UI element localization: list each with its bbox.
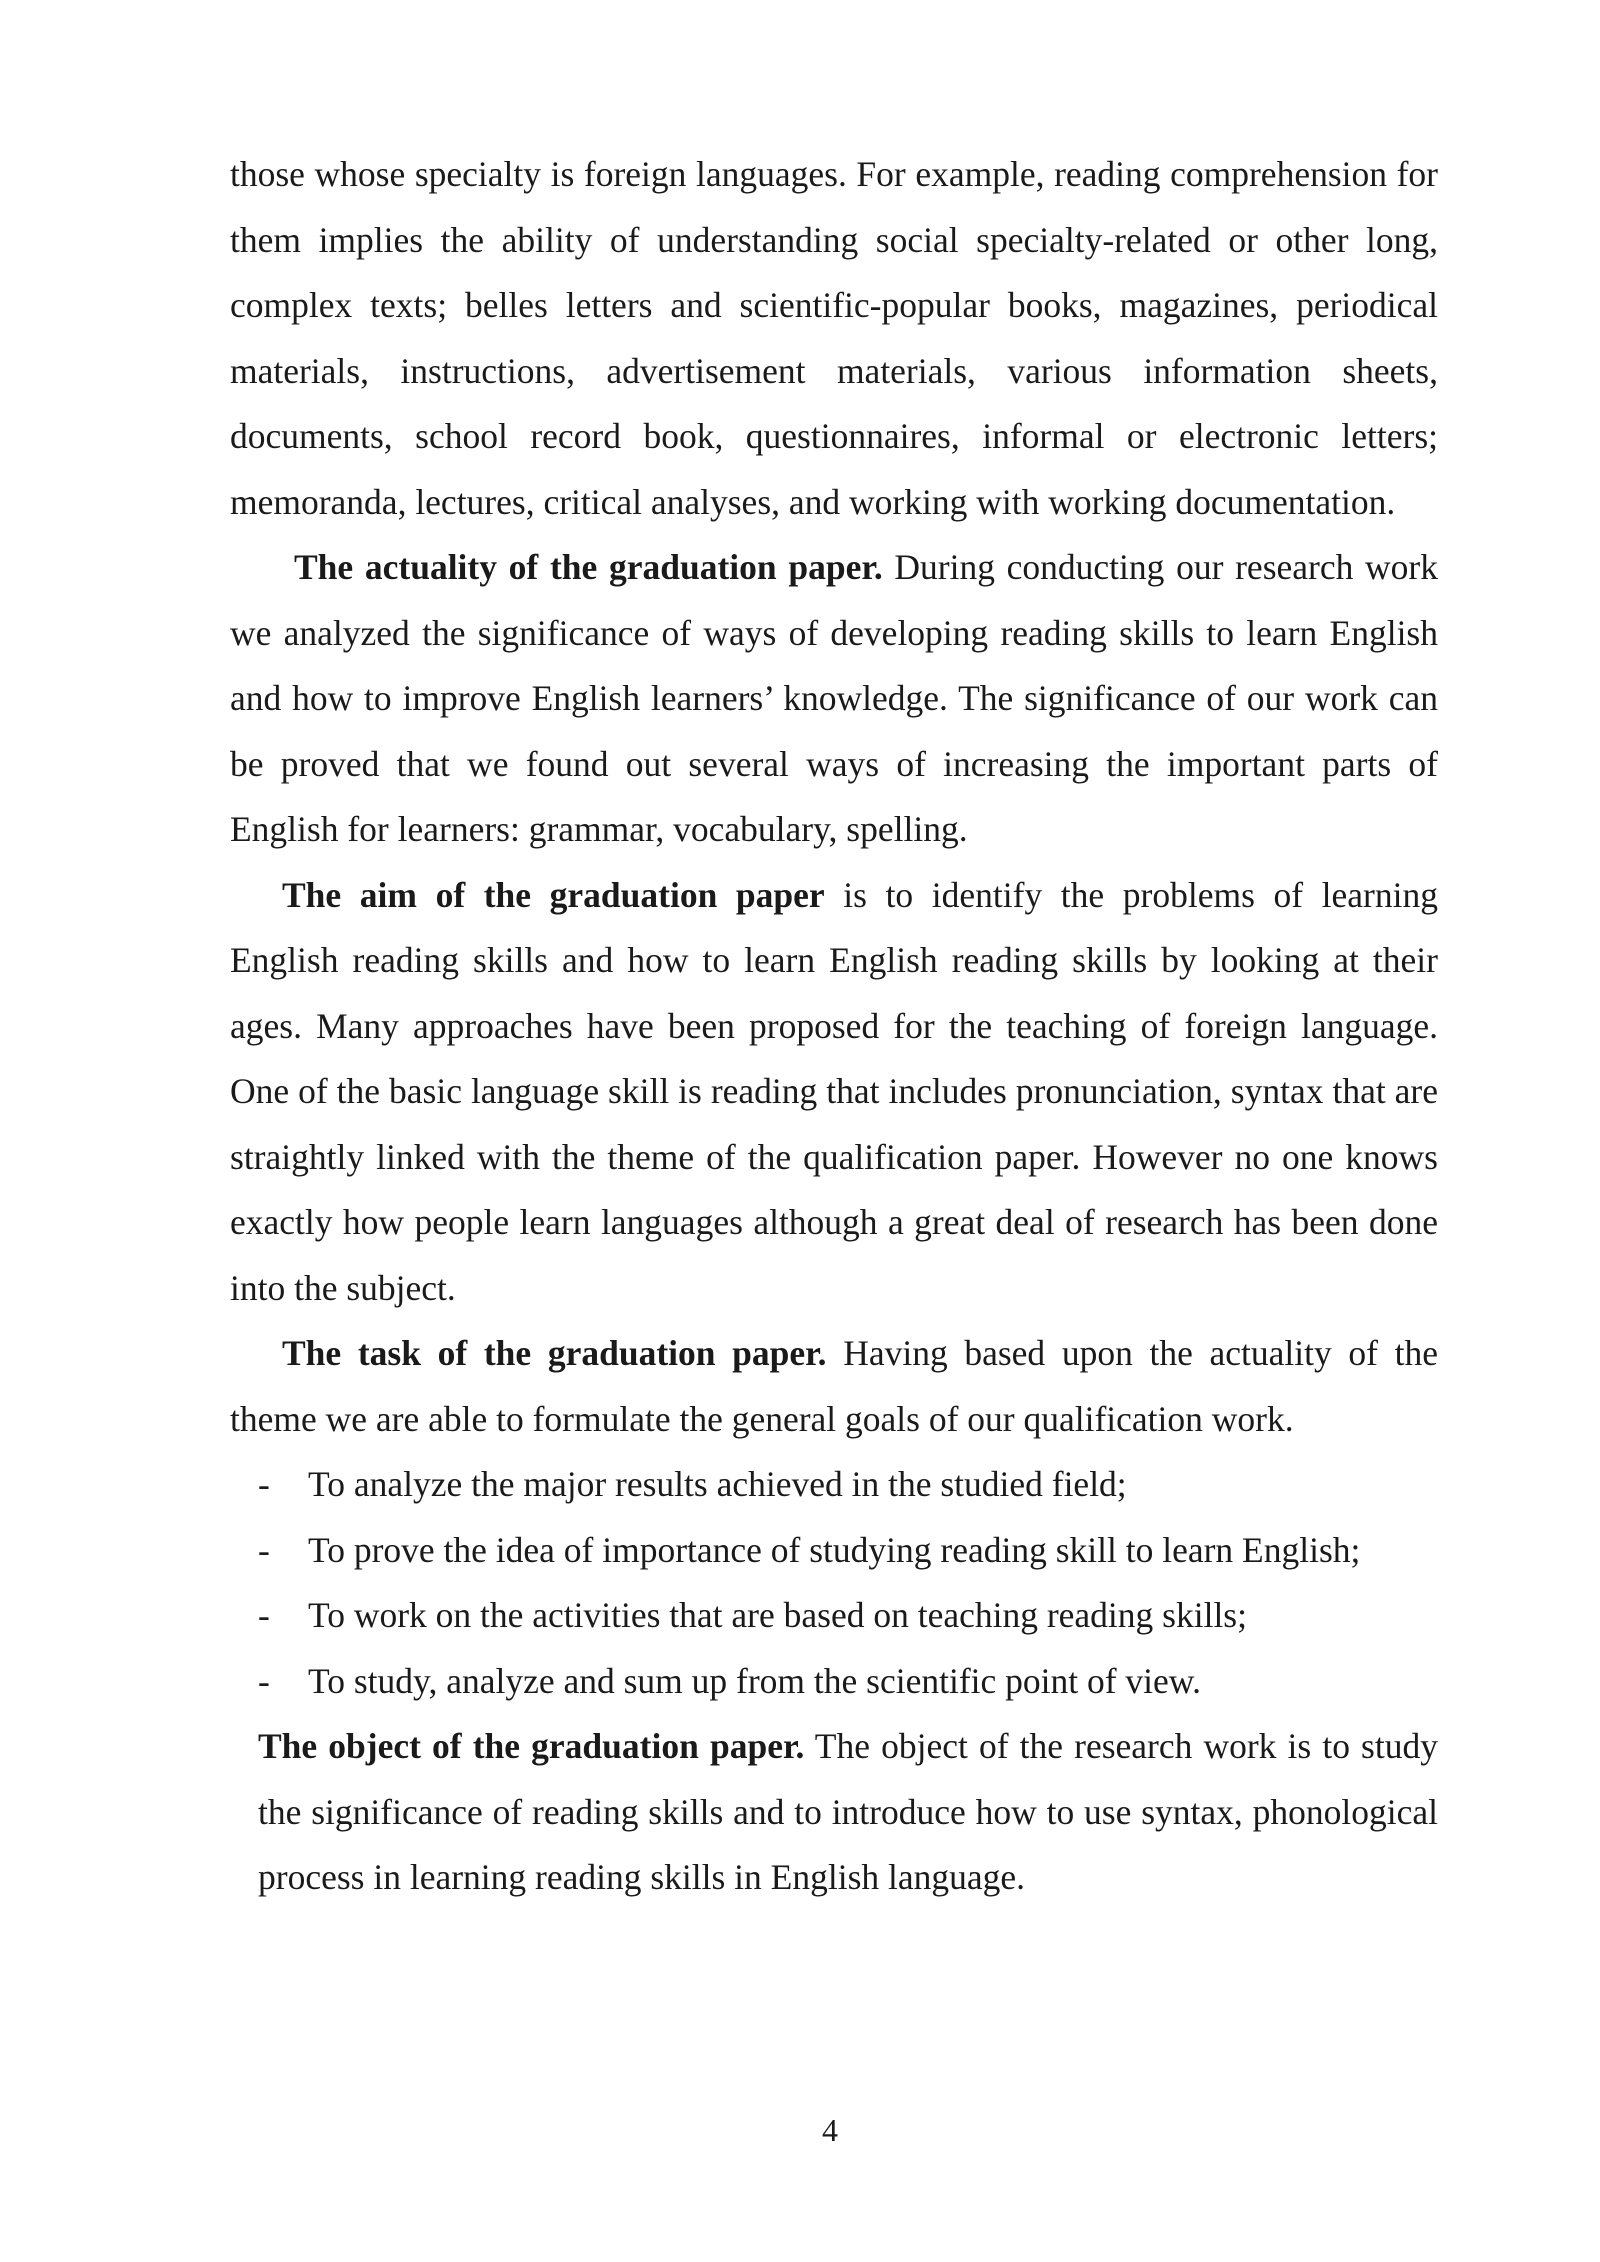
object-heading: The object of the graduation paper. [258,1726,805,1766]
task-paragraph [230,1321,1438,1452]
list-dash: - [258,1660,270,1701]
task-list [230,1452,1438,1714]
list-item-text: To analyze the major results achieved in the studied field; [308,1464,1127,1504]
list-item-text: To work on the activities that are based on teaching reading skills; [308,1595,1247,1635]
list-item [230,1518,1438,1584]
list-item [230,1583,1438,1649]
aim-heading: The aim of the graduation paper [282,874,825,915]
object-paragraph [258,1714,1438,1911]
list-item-text: To prove the idea of importance of studying reading skill to learn English; [308,1529,1361,1570]
continuation-paragraph: those whose specialty is foreign languages. For example, reading comprehension for them implies the ability of understanding social specialty-related or other long, complex texts; belles letters and scientific-popular books, magazines, periodical materials, instructions, advertisement materials, various information sheets, documents, school record book, questionnaires, informal or electronic letters; memoranda, lectures, critical analyses, and working with working documentation. [230,154,1438,522]
aim-paragraph [230,863,1438,1322]
task-heading: The task of the graduation paper. [282,1333,827,1373]
page-number: 4 [822,2112,838,2148]
task-text: Having based upon the actuality of the theme we are able to formulate the general goals of our qualification work. [230,1333,1438,1439]
list-dash: - [258,1464,270,1504]
actuality-text: During conducting our research work we analyzed the significance of ways of developing reading skills to learn English and how to improve English learners’ knowledge. The significance of our work can be proved that we found out several ways of increasing the important parts of English for learners: grammar, vocabulary, spelling. [230,547,1438,849]
body-text [230,142,1438,1911]
list-item-text: To study, analyze and sum up from the scientific point of view. [308,1660,1202,1701]
list-dash: - [258,1529,270,1570]
list-item [230,1649,1438,1715]
actuality-paragraph [230,535,1438,863]
list-item [230,1452,1438,1518]
aim-text: is to identify the problems of learning English reading skills and how to learn English reading skills by looking at their ages. Many approaches have been proposed for the teaching of foreign language. One of the basic language skill is reading that includes pronunciation, syntax that are straightly linked with the theme of the qualification paper. However no one knows exactly how people learn languages although a great deal of research has been done into the subject. [230,874,1438,1308]
actuality-heading: The actuality of the graduation paper. [294,547,883,587]
object-text: The object of the research work is to study the significance of reading skills and to introduce how to use syntax, phonological process in learning reading skills in English language. [258,1726,1438,1897]
list-dash: - [258,1595,270,1635]
